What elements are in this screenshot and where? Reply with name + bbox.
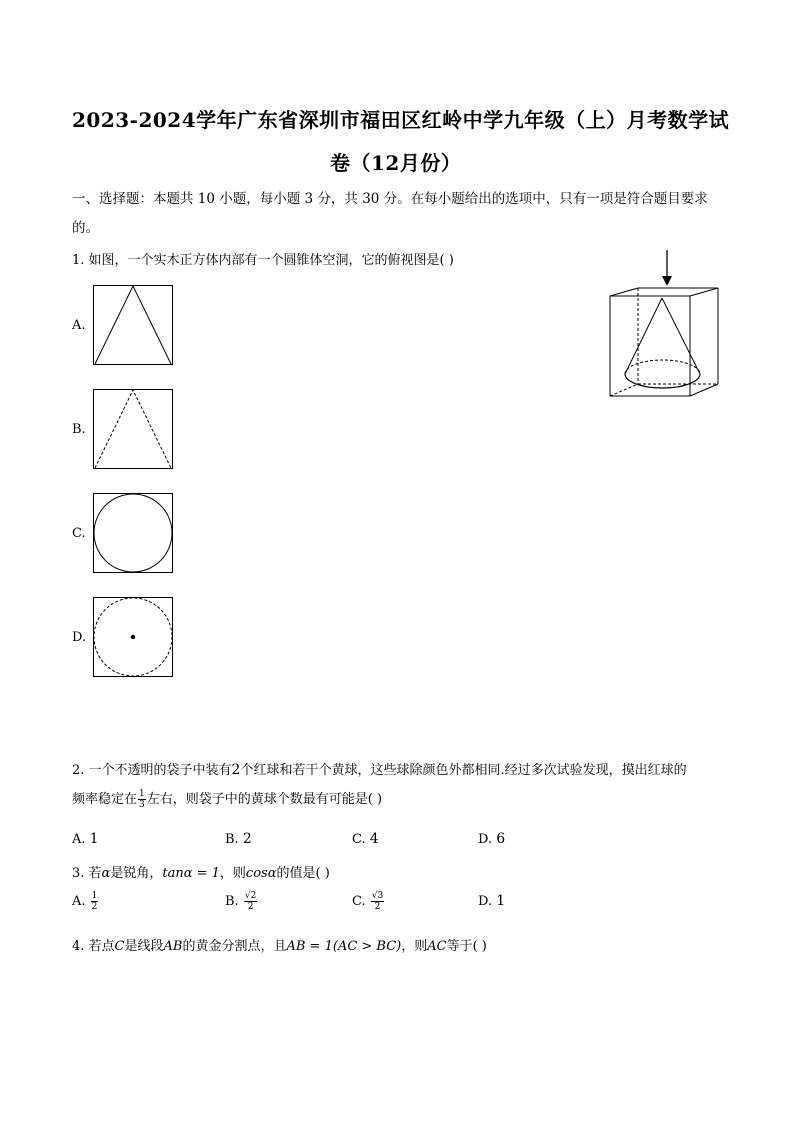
question-4-stem: 4. 若点C是线段AB的黄金分割点，且AB = 1(AC > BC)，则AC等于( ) xyxy=(72,939,487,954)
q1-option-c-label[interactable]: C. xyxy=(72,526,86,541)
fraction-one-third: $\frac{1}{3}$ xyxy=(139,789,145,810)
exam-title-line1: 2023-2024学年广东省深圳市福田区红岭中学九年级（上）月考数学试 xyxy=(72,108,730,132)
q1-option-b-label[interactable]: B. xyxy=(72,422,86,437)
q1-option-a-label[interactable]: A. xyxy=(72,318,86,333)
section-header-line1: 一、选择题：本题共 10 小题，每小题 3 分，共 30 分。在每小题给出的选项中，只有一项是符合题目要求 xyxy=(72,191,708,207)
question-2-stem-line2: 频率稳定在 $\frac{1}{3}$ 左右，则袋子中的黄球个数最有可能是( ) xyxy=(72,789,383,810)
q1-option-d-label[interactable]: D. xyxy=(72,630,87,645)
q3-option-a[interactable]: A. $\frac{1}{2}$ xyxy=(72,891,98,912)
q1-option-b-figure[interactable] xyxy=(93,389,173,469)
question-1-stem: 1. 如图，一个实木正方体内部有一个圆锥体空洞，它的俯视图是( ) xyxy=(72,253,454,268)
q2-option-c[interactable]: C. 4 xyxy=(352,831,379,847)
q3-option-d[interactable]: D. 1 xyxy=(478,893,506,909)
q1-option-d-figure[interactable] xyxy=(93,597,173,677)
q1-option-a-figure[interactable] xyxy=(93,285,173,365)
q2-option-b[interactable]: B. 2 xyxy=(225,831,252,847)
q3-option-b[interactable]: B. $\frac{√2}{2}$ xyxy=(225,891,257,912)
cube-cone-figure xyxy=(600,248,730,398)
question-2-stem-line1: 2. 一个不透明的袋子中装有2个红球和若干个黄球，这些球除颜色外都相同.经过多次试验发现，摸出红球的 xyxy=(72,762,687,778)
q2-option-d[interactable]: D. 6 xyxy=(478,831,506,847)
q1-option-c-figure[interactable] xyxy=(93,493,173,573)
section-header-line2: 的。 xyxy=(72,220,99,236)
q3-option-c[interactable]: C. $\frac{√3}{2}$ xyxy=(352,891,384,912)
q2-option-a[interactable]: A. 1 xyxy=(72,831,99,847)
exam-title-line2: 卷（12月份） xyxy=(330,151,462,175)
question-3-stem: 3. 若α是锐角，tanα = 1，则cosα的值是( ) xyxy=(72,866,330,881)
